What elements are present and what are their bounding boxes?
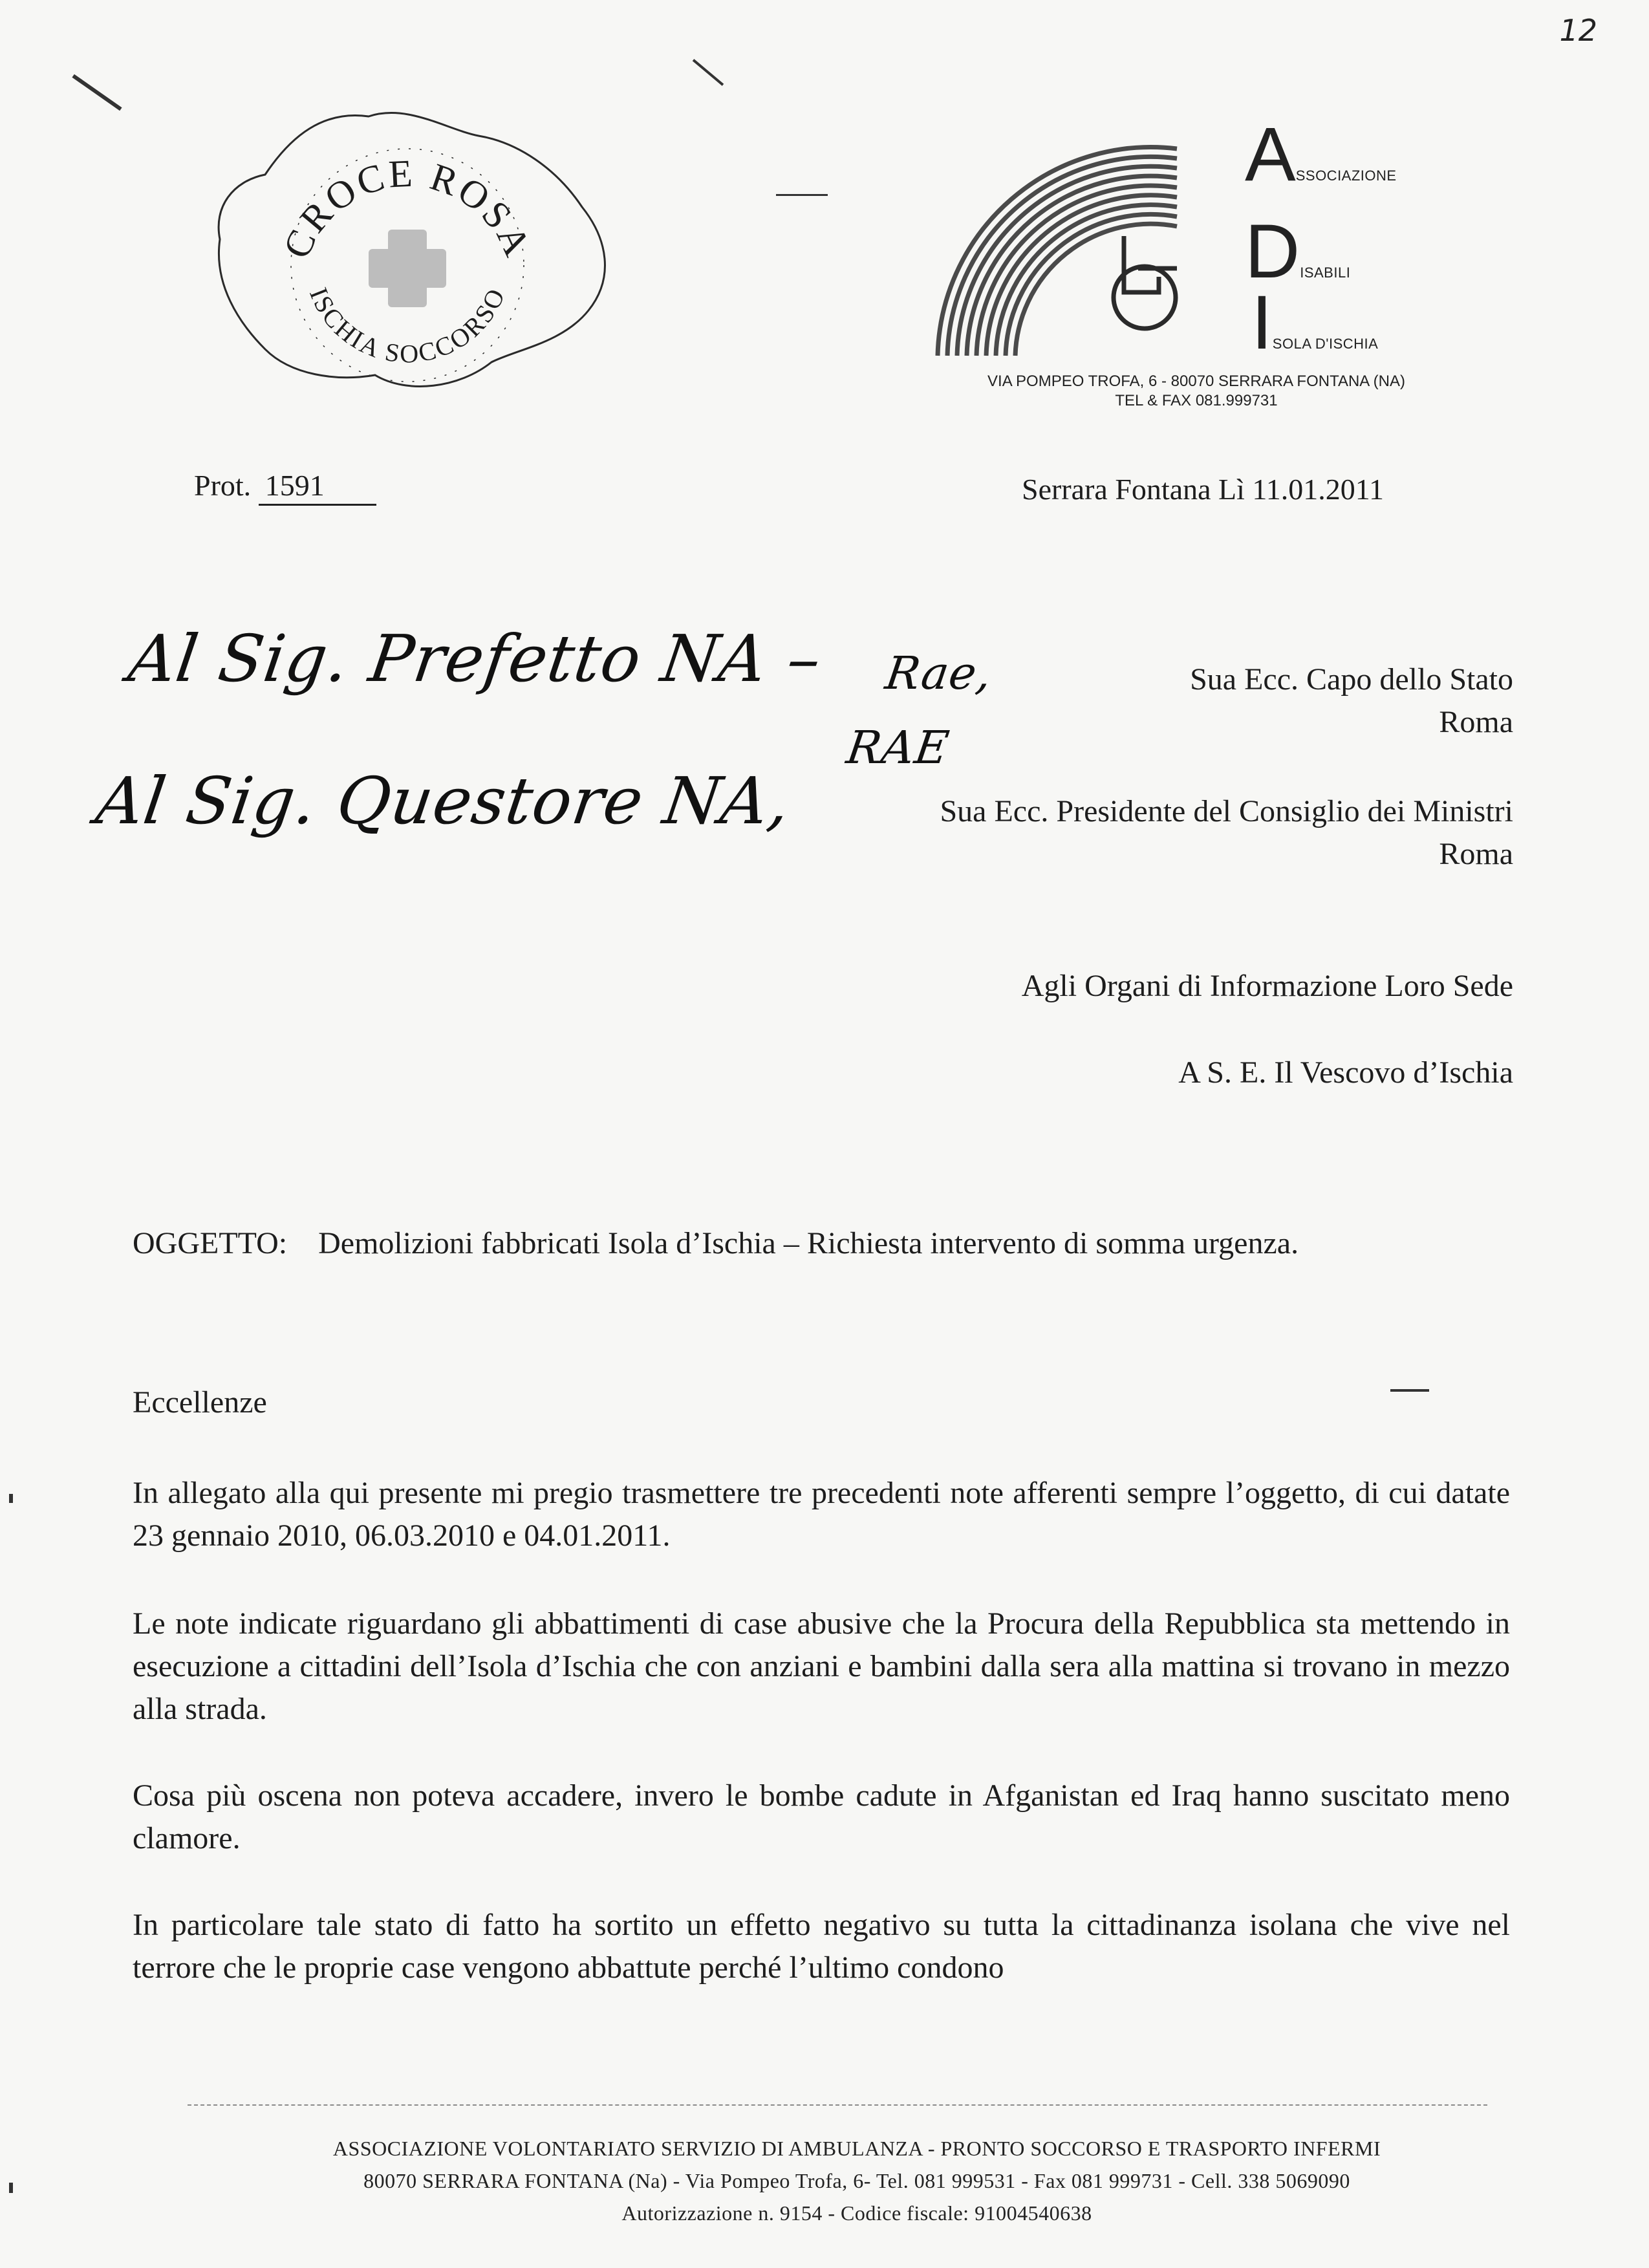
subject-label: OGGETTO: <box>133 1226 288 1260</box>
recipient-name: Agli Organi di Informazione Loro Sede <box>1021 969 1513 1003</box>
red-cross-icon <box>369 230 446 307</box>
body-paragraph: In particolare tale stato di fatto ha sortito un effetto negativo su tutta la cittadinanza isolana che vive nel terrore che le proprie case vengono abbattute perché l’ultimo condono <box>133 1908 1510 1985</box>
subject-line <box>133 1222 1510 1265</box>
footer-divider <box>188 2104 1487 2106</box>
scan-mark <box>693 59 724 86</box>
protocol-label: Prot. <box>194 469 252 502</box>
page-number: 12 <box>1559 13 1597 48</box>
footer-line-2: 80070 SERRARA FONTANA (Na) - Via Pompeo Trofa, 6- Tel. 081 999531 - Fax 081 999731 - Cell. 338 5069090 <box>363 2169 1350 2192</box>
adi-letter-d: D <box>1245 209 1300 294</box>
recipient-organi-informazione <box>1022 965 1513 1008</box>
footer-line-3: Autorizzazione n. 9154 - Codice fiscale: 91004540638 <box>621 2201 1092 2225</box>
adi-letter-i: I <box>1251 280 1273 365</box>
croce-rosa-title: CROCE ROSA <box>275 151 540 265</box>
scan-mark <box>9 2183 13 2193</box>
body-paragraph: Le note indicate riguardano gli abbattimenti di case abusive che la Procura della Repubblica sta mettendo in esecuzione a cittadini dell’Isola d’Ischia che con anziani e bambini dalla sera alla mattina si trovano in mezzo alla strada. <box>133 1606 1510 1726</box>
scan-mark <box>776 194 828 196</box>
adi-word-disabili: ISABILI <box>1300 265 1351 281</box>
recipient-place: Roma <box>1439 705 1513 739</box>
adi-letter-a: A <box>1245 112 1296 197</box>
adi-phone: TEL & FAX 081.999731 <box>1115 392 1278 409</box>
subject-text: Demolizioni fabbricati Isola d’Ischia – Richiesta intervento di somma urgenza. <box>318 1226 1299 1260</box>
recipient-vescovo <box>1178 1052 1513 1094</box>
protocol-line <box>194 466 376 506</box>
croce-rosa-logo <box>194 91 647 427</box>
adi-word-associazione: SSOCIAZIONE <box>1295 167 1397 184</box>
wheelchair-icon <box>1114 236 1177 329</box>
handwritten-questore: Al Sig. Questore NA, <box>91 763 795 839</box>
adi-letter-i-row <box>1251 280 1379 365</box>
scan-mark <box>9 1494 13 1503</box>
recipient-capo-stato <box>1190 658 1513 744</box>
adi-address: VIA POMPEO TROFA, 6 - 80070 SERRARA FONTANA (NA) <box>987 373 1405 390</box>
adi-rainbow-graphic <box>918 123 1242 362</box>
recipient-name: A S. E. Il Vescovo d’Ischia <box>1178 1055 1513 1090</box>
scan-mark <box>72 74 122 111</box>
handwritten-prefetto: Al Sig. Prefetto NA – <box>124 621 826 697</box>
croce-rosa-subtitle: ISCHIA SOCCORSO <box>303 283 512 369</box>
recipient-place: Roma <box>1439 837 1513 871</box>
adi-letter-a-row <box>1245 112 1397 197</box>
handwritten-rae-1: Rae, <box>882 647 996 700</box>
adi-letter-d-row <box>1245 209 1351 294</box>
handwritten-rae-2: RAE <box>843 721 953 774</box>
recipient-name: Sua Ecc. Capo dello Stato <box>1190 662 1513 697</box>
footer-line-1: ASSOCIAZIONE VOLONTARIATO SERVIZIO DI AMBULANZA - PRONTO SOCCORSO E TRASPORTO INFERMI <box>332 2137 1381 2160</box>
recipient-name: Sua Ecc. Presidente del Consiglio dei Ministri <box>940 794 1513 828</box>
body-paragraph: In allegato alla qui presente mi pregio trasmettere tre precedenti note afferenti sempre l’oggetto, di cui datate 23 gennaio 2010, 06.03.2010 e 04.01.2011. <box>133 1476 1510 1553</box>
protocol-number: 1591 <box>259 468 376 506</box>
recipient-presidente-consiglio <box>940 790 1513 876</box>
adi-word-isola: SOLA D'ISCHIA <box>1272 336 1379 352</box>
salutation: Eccellenze <box>133 1385 267 1420</box>
place-date: Serrara Fontana Lì 11.01.2011 <box>1022 473 1384 506</box>
body-paragraph: Cosa più oscena non poteva accadere, invero le bombe cadute in Afganistan ed Iraq hanno suscitato meno clamore. <box>133 1778 1510 1855</box>
